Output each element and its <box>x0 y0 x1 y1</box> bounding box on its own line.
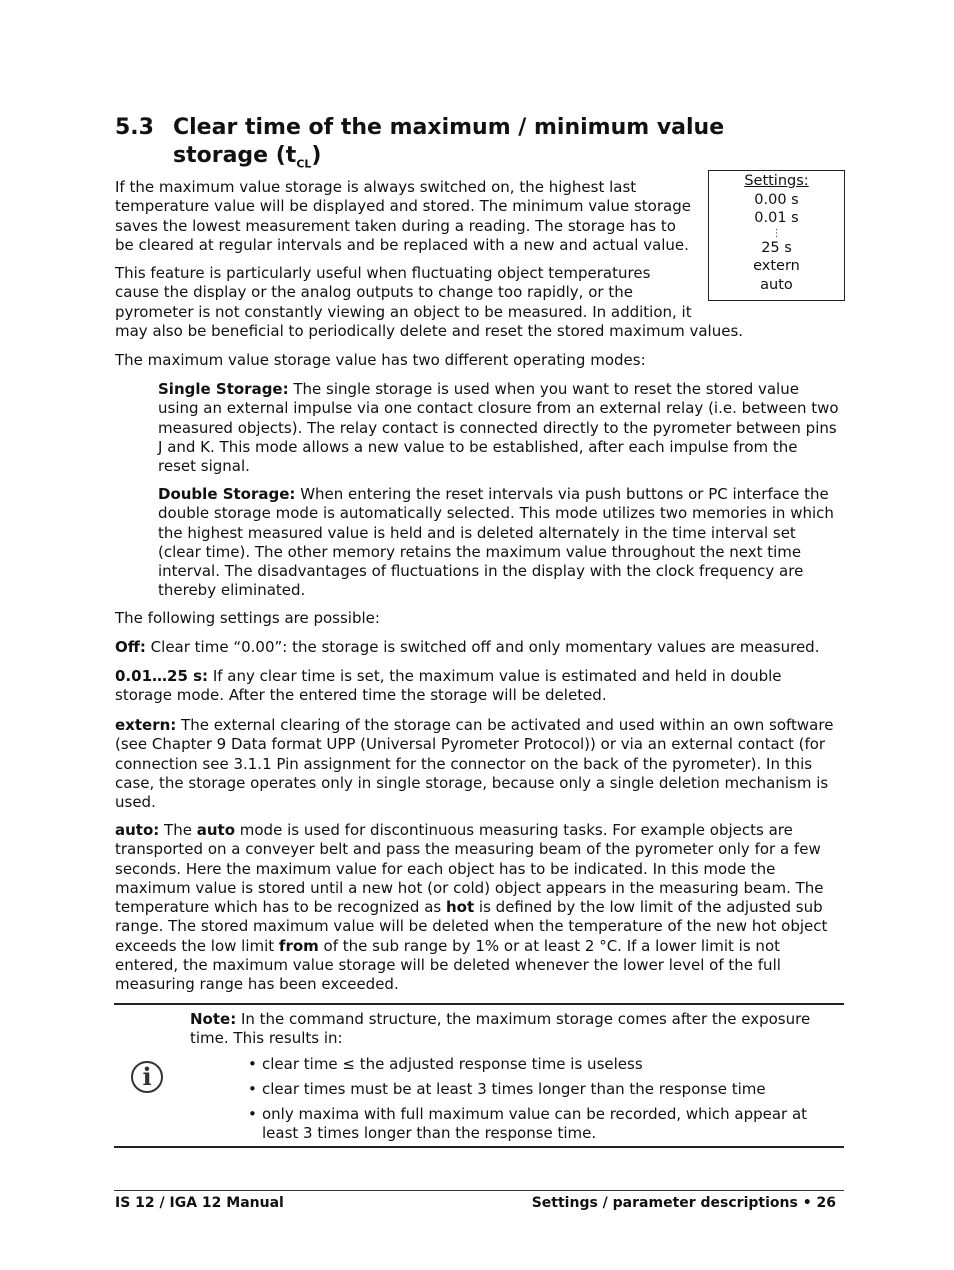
ellipsis-dots: ⋮ <box>771 227 782 239</box>
setting-value: auto <box>760 276 793 293</box>
extern-paragraph: extern: The external clearing of the storage can be activated and used within an own software (see Chapter 9 Data format UPP (Universal Pyrometer Protocol)) or via an external contact (for connection see 3.1.1 Pin assignment for the connector on the back of the pyrometer). In this case, the storage operates only in single storage, because only a single deletion mechanism is used. <box>115 716 834 812</box>
note-box <box>190 1010 830 1150</box>
setting-value: 25 s <box>761 239 792 256</box>
extern-label: extern: <box>115 716 177 734</box>
note-label: Note: <box>190 1010 237 1028</box>
setting-value: extern <box>753 258 800 274</box>
note-list <box>190 1055 830 1144</box>
range-paragraph: 0.01…25 s: If any clear time is set, the maximum value is estimated and held in double storage mode. After the entered time the storage will be deleted. <box>115 667 782 705</box>
single-storage-label: Single Storage: <box>158 380 289 398</box>
single-storage-paragraph: Single Storage: The single storage is used when you want to reset the stored value using an external impulse via one contact closure from an external relay (i.e. between two measured objects). The relay contact is connected directly to the pyrometer between pins J and K. This mode allows a new value to be established, after each impulse from the reset signal. <box>158 380 839 476</box>
feature-text: This feature is particularly useful when fluctuating object temperatures cause the display or the analog outputs to change too rapidly, or the pyrometer is not constantly viewing an object to be measured. In addition, it may also be beneficial to periodically delete and reset the stored maximum values. <box>115 264 744 340</box>
double-storage-label: Double Storage: <box>158 485 296 503</box>
off-label: Off: <box>115 638 146 656</box>
intro-paragraph: If the maximum value storage is always switched on, the highest last temperature value will be displayed and stored. The minimum value storage saves the lowest measurement taken during a reading. The storage has to be cleared at regular intervals and be replaced with a new and actual value. <box>115 178 691 254</box>
setting-value: 0.01 s <box>754 210 799 226</box>
note-bottom-rule <box>114 1146 844 1148</box>
range-label: 0.01…25 s: <box>115 667 209 685</box>
settings-box-spacer <box>695 264 845 303</box>
auto-paragraph: auto: The auto mode is used for discontinuous measuring tasks. For example objects are transported on a conveyer belt and pass the measuring beam of the pyrometer only for a few seconds. Here the maximum value for each object has to be indicated. In this mode the maximum value is stored until a new hot (or cold) object appears in the measuring beam. The temperature which has to be recognized as hot is defined by the low limit of the adjusted sub range. The stored maximum value will be deleted when the temperature of the new hot object exceeds the low limit from of the sub range by 1% or at least 2 °C. If a lower limit is not entered, the maximum value storage will be deleted whenever the lower level of the full measuring range has been exceeded. <box>115 821 828 994</box>
footer-manual-title: IS 12 / IGA 12 Manual <box>115 1195 284 1211</box>
footer-page-info: Settings / parameter descriptions • 26 <box>531 1195 836 1211</box>
settings-intro: The following settings are possible: <box>115 609 380 627</box>
footer-rule <box>114 1190 844 1191</box>
feature-paragraph <box>115 264 845 341</box>
info-icon: i <box>131 1061 163 1093</box>
off-paragraph: Off: Clear time “0.00”: the storage is switched off and only momentary values are measured. <box>115 638 820 656</box>
note-bullet: • clear time ≤ the adjusted response time is useless <box>248 1055 830 1074</box>
modes-intro: The maximum value storage value has two different operating modes: <box>115 351 646 369</box>
setting-value: 0.00 s <box>754 191 799 208</box>
note-bullet: • clear times must be at least 3 times longer than the response time <box>248 1080 830 1099</box>
note-top-rule <box>114 1003 844 1005</box>
settings-label: Settings: <box>744 173 809 189</box>
section-title: Clear time of the maximum / minimum value storage $(t_{CL})$ <box>173 115 725 171</box>
section-number: 5.3 <box>115 115 154 140</box>
note-bullet: • only maxima with full maximum value can be recorded, which appear at least 3 times longer than the response time. <box>248 1105 830 1144</box>
double-storage-paragraph: Double Storage: When entering the reset intervals via push buttons or PC interface the double storage mode is automatically selected. This mode utilizes two memories in which the highest measured value is held and is deleted alternately in the time interval set (clear time). The other memory retains the maximum value throughout the next time interval. The disadvantages of fluctuations in the display with the clock frequency are thereby eliminated. <box>158 485 834 600</box>
auto-label: auto: <box>115 821 160 839</box>
note-text: Note: In the command structure, the maximum storage comes after the exposure time. This results in: <box>190 1010 811 1048</box>
